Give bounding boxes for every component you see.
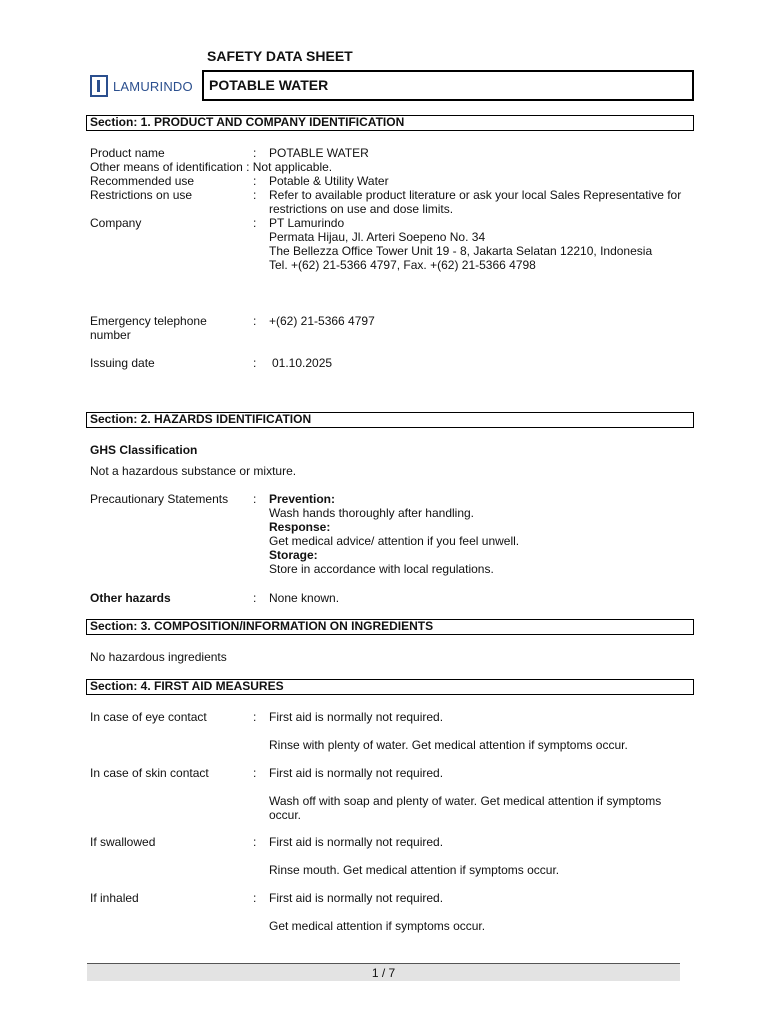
other-hazards-value: None known. — [269, 591, 340, 605]
emergency-value: +(62) 21-5366 4797 — [269, 314, 375, 328]
section-4-heading: Section: 4. FIRST AID MEASURES — [86, 679, 694, 695]
restrictions-line: restrictions on use and dose limits. — [269, 202, 454, 216]
restrictions-line: Refer to available product literature or ask your local Sales Representative for — [269, 188, 682, 202]
logo-icon — [90, 75, 108, 97]
colon: : — [253, 216, 257, 230]
eye-contact-line: First aid is normally not required. — [269, 710, 444, 724]
prevention-heading: Prevention: — [269, 492, 336, 506]
colon: : — [253, 314, 257, 328]
company-line: The Bellezza Office Tower Unit 19 - 8, Jakarta Selatan 12210, Indonesia — [269, 244, 653, 258]
response-text: Get medical advice/ attention if you feel unwell. — [269, 534, 520, 548]
colon: : — [253, 591, 257, 605]
colon: : — [253, 835, 257, 849]
inhaled-line: Get medical attention if symptoms occur. — [269, 919, 486, 933]
colon: : — [253, 174, 257, 188]
colon: : — [253, 891, 257, 905]
company-line: PT Lamurindo — [269, 216, 345, 230]
document-title: SAFETY DATA SHEET — [207, 48, 353, 64]
swallowed-line: Rinse mouth. Get medical attention if symptoms occur. — [269, 863, 560, 877]
skin-contact-label: In case of skin contact — [90, 766, 209, 780]
storage-text: Store in accordance with local regulations. — [269, 562, 494, 576]
ghs-text: Not a hazardous substance or mixture. — [90, 464, 297, 478]
colon: : — [253, 146, 257, 160]
prevention-text: Wash hands thoroughly after handling. — [269, 506, 475, 520]
recommended-use-label: Recommended use — [90, 174, 195, 188]
ghs-heading: GHS Classification — [90, 443, 198, 457]
inhaled-line: First aid is normally not required. — [269, 891, 444, 905]
colon: : — [253, 188, 257, 202]
section-3-heading: Section: 3. COMPOSITION/INFORMATION ON INGREDIENTS — [86, 619, 694, 635]
skin-contact-line: First aid is normally not required. — [269, 766, 444, 780]
page-number: 1 / 7 — [371, 966, 396, 980]
restrictions-label: Restrictions on use — [90, 188, 193, 202]
company-label: Company — [90, 216, 142, 230]
product-name-label: Product name — [90, 146, 165, 160]
eye-contact-line: Rinse with plenty of water. Get medical attention if symptoms occur. — [269, 738, 628, 752]
section-1-heading: Section: 1. PRODUCT AND COMPANY IDENTIFICATION — [86, 115, 694, 131]
company-address — [269, 216, 689, 272]
emergency-label — [90, 314, 207, 342]
product-name-value: POTABLE WATER — [269, 146, 369, 160]
product-title: POTABLE WATER — [202, 70, 694, 101]
precautionary-label: Precautionary Statements — [90, 492, 229, 506]
response-heading: Response: — [269, 520, 331, 534]
company-line: Permata Hijau, Jl. Arteri Soepeno No. 34 — [269, 230, 486, 244]
emergency-label-line: Emergency telephone — [90, 314, 207, 328]
eye-contact-label: In case of eye contact — [90, 710, 207, 724]
skin-contact-line: occur. — [269, 808, 302, 822]
issuing-date-label: Issuing date — [90, 356, 155, 370]
colon: : — [253, 710, 257, 724]
issuing-date-value: 01.10.2025 — [272, 356, 333, 370]
skin-contact-line: Wash off with soap and plenty of water. Get medical attention if symptoms — [269, 794, 662, 808]
recommended-use-value: Potable & Utility Water — [269, 174, 389, 188]
logo-text: LAMURINDO — [113, 78, 193, 94]
restrictions-value — [269, 188, 689, 216]
other-means-text: Other means of identification : Not applicable. — [90, 160, 333, 174]
skin-contact-text — [269, 794, 689, 822]
ingredients-text: No hazardous ingredients — [90, 650, 227, 664]
company-line: Tel. +(62) 21-5366 4797, Fax. +(62) 21-5366 4798 — [269, 258, 536, 272]
precautionary-statements — [269, 492, 689, 576]
company-logo — [90, 72, 193, 100]
section-2-heading: Section: 2. HAZARDS IDENTIFICATION — [86, 412, 694, 428]
colon: : — [253, 766, 257, 780]
colon: : — [253, 356, 257, 370]
other-hazards-label: Other hazards — [90, 591, 171, 605]
storage-heading: Storage: — [269, 548, 318, 562]
inhaled-label: If inhaled — [90, 891, 139, 905]
emergency-label-line: number — [90, 328, 131, 342]
swallowed-line: First aid is normally not required. — [269, 835, 444, 849]
swallowed-label: If swallowed — [90, 835, 156, 849]
colon: : — [253, 492, 257, 506]
